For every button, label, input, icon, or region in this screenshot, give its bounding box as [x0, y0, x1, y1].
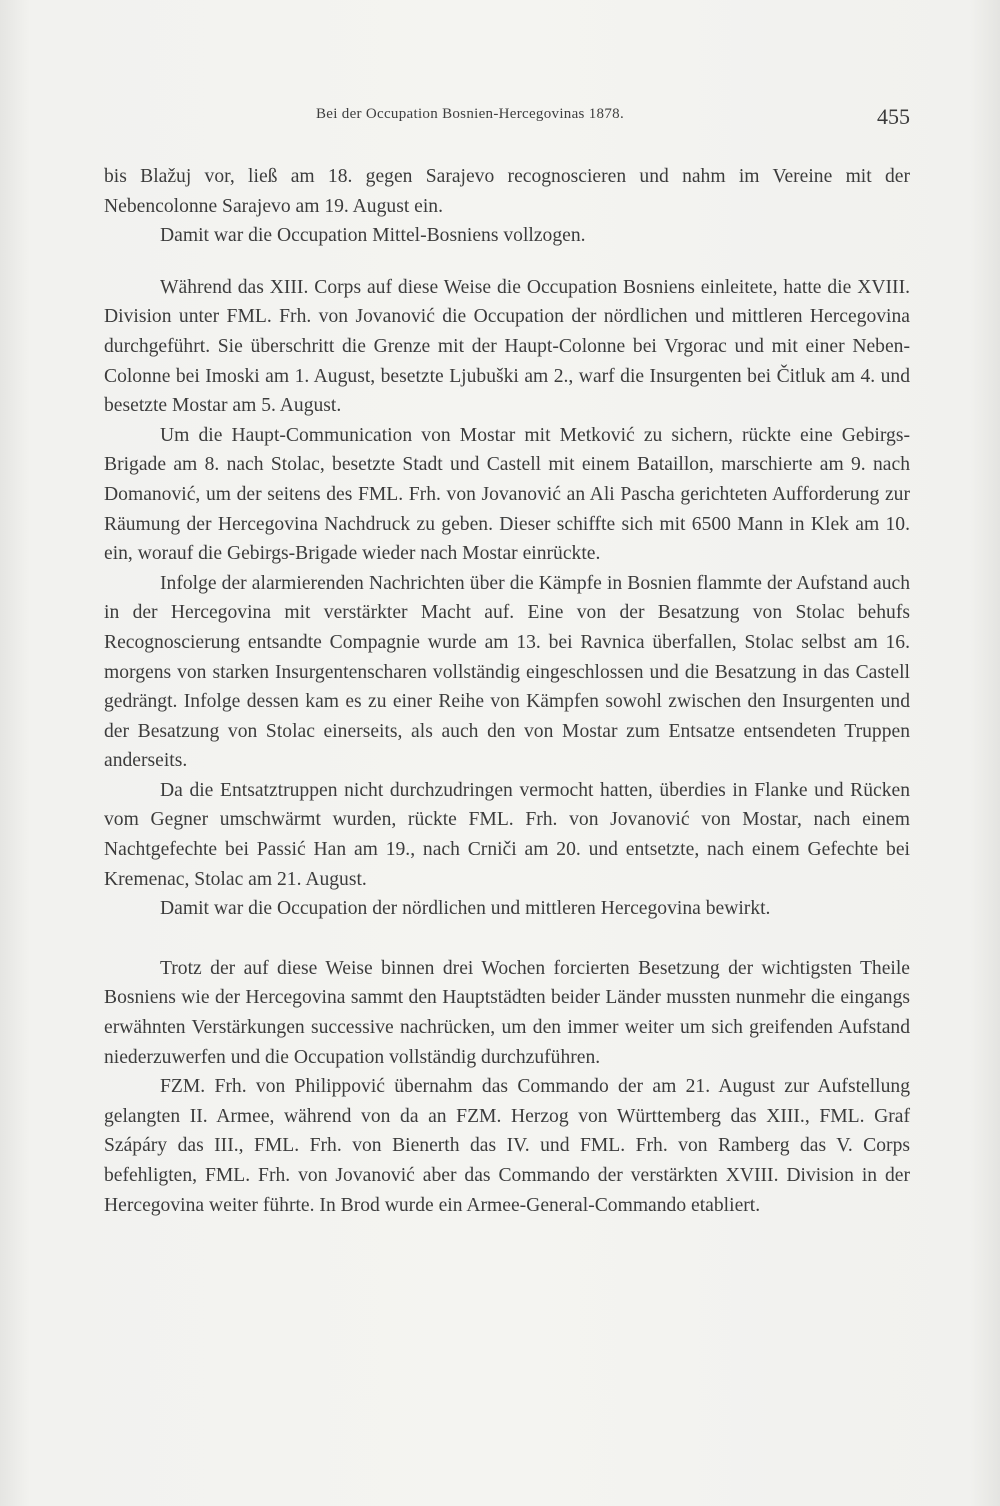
body-text [104, 162, 910, 1220]
paragraph-9: FZM. Frh. von Philippović übernahm das Commando der am 21. August zur Aufstellung gelangten II. Armee, während von da an FZM. Herzog von Württemberg das XIII., FML. Graf Szápáry das III., FML. Frh. von Bienerth das IV. und FML. Frh. von Ramberg das V. Corps befehligten, FML. Frh. von Jovanović aber das Commando der verstärkten XVIII. Division in der Hercegovina weiter führte. In Brod wurde ein Armee-General-Commando etabliert. [104, 1076, 910, 1216]
paragraph-3: Während das XIII. Corps auf diese Weise die Occupation Bosniens einleitete, hatte die XVIII. Division unter FML. Frh. von Jovanović die Occupation der nördlichen und mittleren Hercegovina durchgeführt. Sie überschritt die Grenze mit der Haupt-Colonne bei Vrgorac und mit einer Neben-Colonne bei Imoski am 1. August, besetzte Ljubuški am 2., warf die Insurgenten bei Čitluk am 4. und besetzte Mostar am 5. August. [104, 276, 910, 417]
paragraph-2: Damit war die Occupation Mittel-Bosniens vollzogen. [160, 225, 586, 247]
paragraph-8: Trotz der auf diese Weise binnen drei Wochen forcierten Besetzung der wichtigsten Theile Bosniens wie der Hercegovina sammt den Hauptstädten beider Länder mussten nunmehr die eingangs erwähnten Verstärkungen successive nachrücken, um den immer weiter um sich greifenden Aufstand niederzuwerfen und die Occupation vollständig durchzuführen. [104, 957, 910, 1068]
paragraph-7: Damit war die Occupation der nördlichen und mittleren Hercegovina bewirkt. [160, 898, 771, 920]
running-head [104, 106, 910, 130]
paragraph-5: Infolge der alarmierenden Nachrichten über die Kämpfe in Bosnien flammte der Aufstand auch in der Hercegovina mit verstärkter Macht auf. Eine von der Besatzung von Stolac behufs Recognoscierung entsandte Compagnie wurde am 13. bei Ravnica überfallen, Stolac selbst am 16. morgens von starken Insurgentenscharen vollständig eingeschlossen und die Besatzung in das Castell gedrängt. Infolge dessen kam es zu einer Reihe von Kämpfen sowohl zwischen den Insurgenten und der Besatzung von Stolac einerseits, als auch den von Mostar zum Entsatze entsendeten Truppen anderseits. [104, 572, 910, 772]
page-number: 455 [877, 104, 910, 129]
section-break-1 [104, 251, 910, 273]
paragraph-6: Da die Entsatztruppen nicht durchzudringen vermocht hatten, überdies in Flanke und Rücken vom Gegner umschwärmt wurden, rückte FML. Frh. von Jovanović von Mostar, nach einem Nachtgefechte bei Passić Han am 19., nach Crniči am 20. und entsetzte, nach einem Gefechte bei Kremenac, Stolac am 21. August. [104, 779, 910, 890]
paragraph-4: Um die Haupt-Communication von Mostar mit Metković zu sichern, rückte eine Gebirgs-Brigade am 8. nach Stolac, besetzte Stadt und Castell mit einem Bataillon, marschierte am 9. nach Domanović, um der seitens des FML. Frh. von Jovanović an Ali Pascha gerichteten Aufforderung zur Räumung der Hercegovina Nachdruck zu geben. Dieser schiffte sich mit 6500 Mann in Klek am 10. ein, worauf die Gebirgs-Brigade wieder nach Mostar einrückte. [104, 424, 910, 565]
section-break-2 [104, 924, 910, 954]
running-head-title: Bei der Occupation Bosnien-Hercegovinas 1878. [316, 106, 624, 122]
paragraph-1: bis Blažuj vor, ließ am 18. gegen Sarajevo recognoscieren und nahm im Vereine mit der Nebencolonne Sarajevo am 19. August ein. [104, 166, 910, 217]
